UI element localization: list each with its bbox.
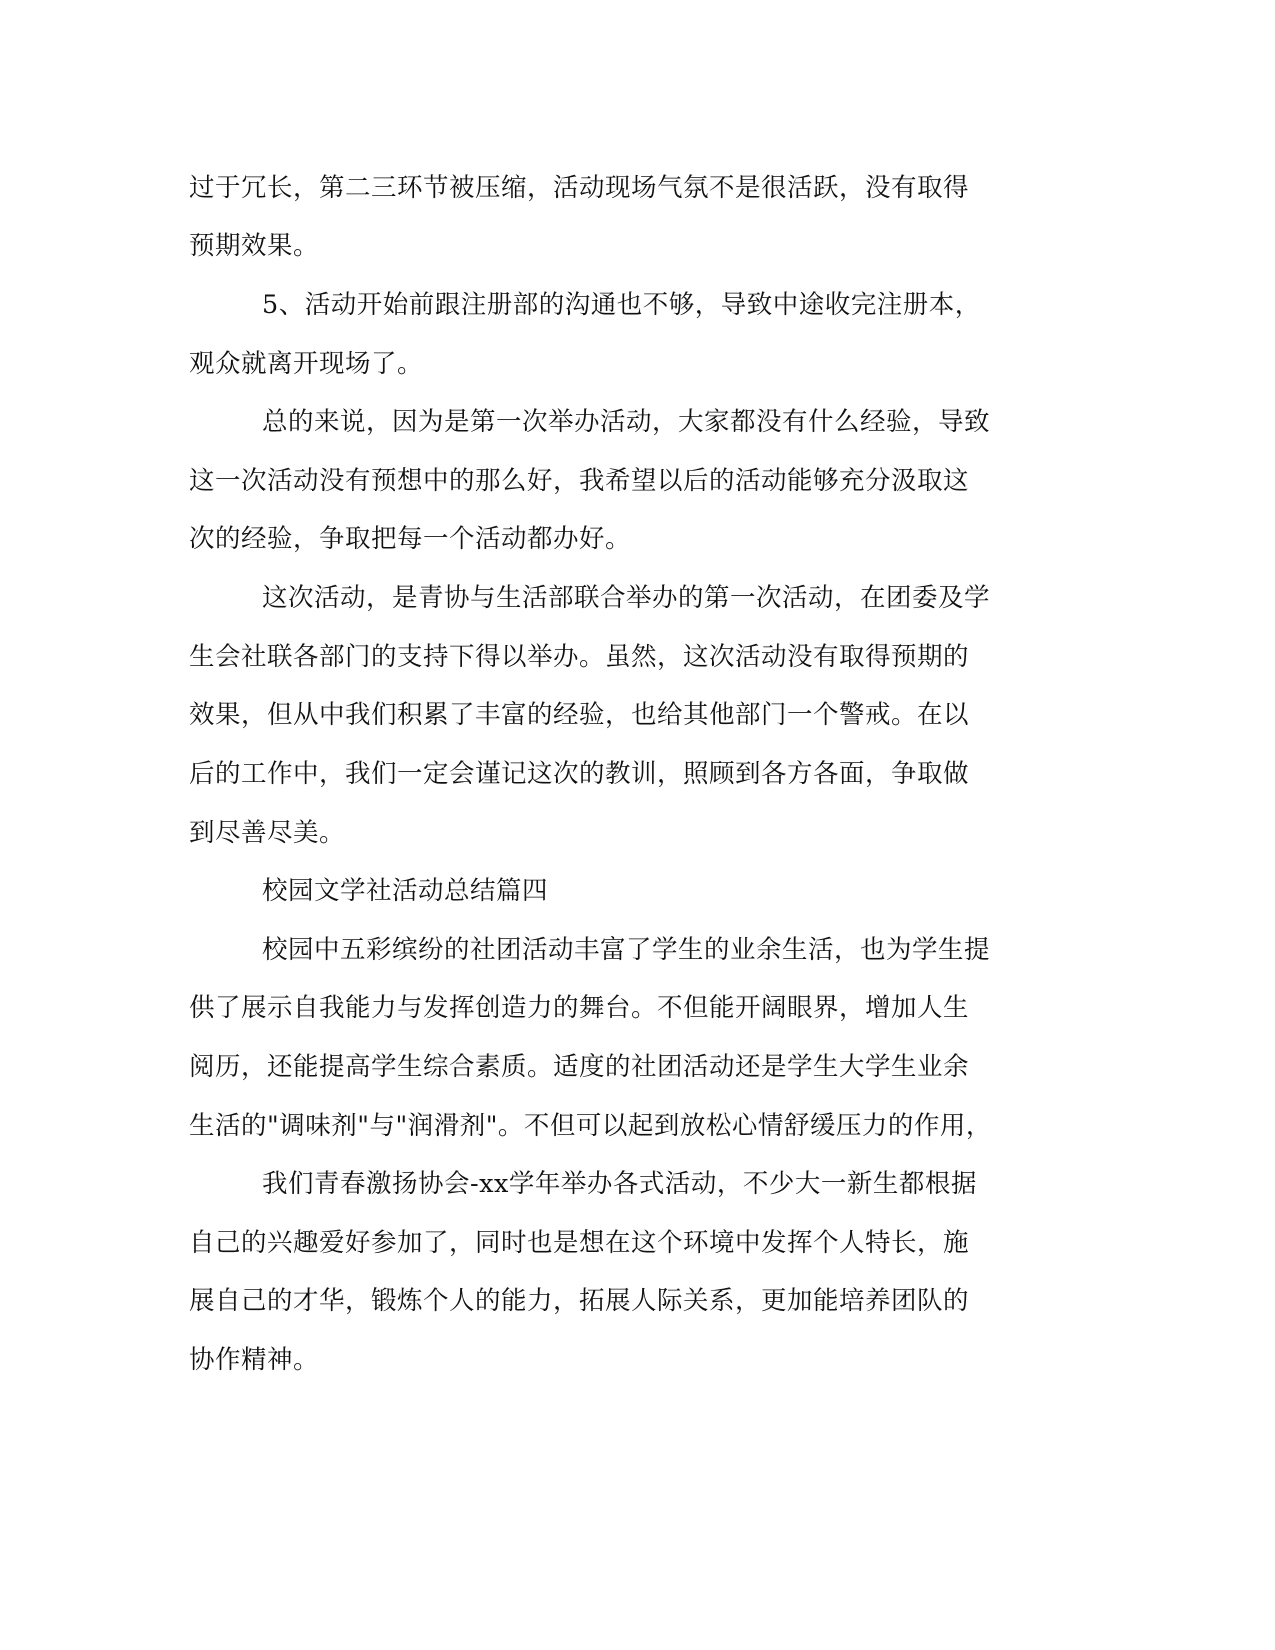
text-line: 效果，但从中我们积累了丰富的经验，也给其他部门一个警戒。在以 [189, 700, 970, 730]
text-line: 预期效果。 [189, 231, 320, 261]
text-line: 生活的"调味剂"与"润滑剂"。不但可以起到放松心情舒缓压力的作用， [189, 1111, 992, 1141]
text-line: 协作精神。 [189, 1345, 320, 1375]
text-line: 后的工作中，我们一定会谨记这次的教训，照顾到各方各面，争取做 [189, 759, 970, 789]
text-line: 过于冗长，第二三环节被压缩，活动现场气氛不是很活跃，没有取得 [189, 173, 970, 203]
text-line: 到尽善尽美。 [189, 818, 346, 848]
text-line: 校园中五彩缤纷的社团活动丰富了学生的业余生活，也为学生提 [262, 935, 991, 965]
text-line: 自己的兴趣爱好参加了，同时也是想在这个环境中发挥个人特长，施 [189, 1228, 970, 1258]
text-line: 观众就离开现场了。 [189, 349, 424, 379]
text-line: 我们青春激扬协会-xx学年举办各式活动，不少大一新生都根据 [262, 1169, 977, 1199]
text-line: 这次活动，是青协与生活部联合举办的第一次活动，在团委及学 [262, 583, 991, 613]
text-line: 5、活动开始前跟注册部的沟通也不够，导致中途收完注册本， [262, 290, 981, 320]
text-line: 阅历，还能提高学生综合素质。适度的社团活动还是学生大学生业余 [189, 1052, 970, 1082]
text-line: 生会社联各部门的支持下得以举办。虽然，这次活动没有取得预期的 [189, 642, 970, 672]
text-line: 次的经验，争取把每一个活动都办好。 [189, 524, 632, 554]
text-line: 展自己的才华，锻炼个人的能力，拓展人际关系，更加能培养团队的 [189, 1286, 970, 1316]
text-line: 这一次活动没有预想中的那么好，我希望以后的活动能够充分汲取这 [189, 466, 970, 496]
text-line: 供了展示自我能力与发挥创造力的舞台。不但能开阔眼界，增加人生 [189, 993, 970, 1023]
text-line: 总的来说，因为是第一次举办活动，大家都没有什么经验，导致 [262, 407, 991, 437]
section-heading: 校园文学社活动总结篇四 [262, 876, 549, 906]
